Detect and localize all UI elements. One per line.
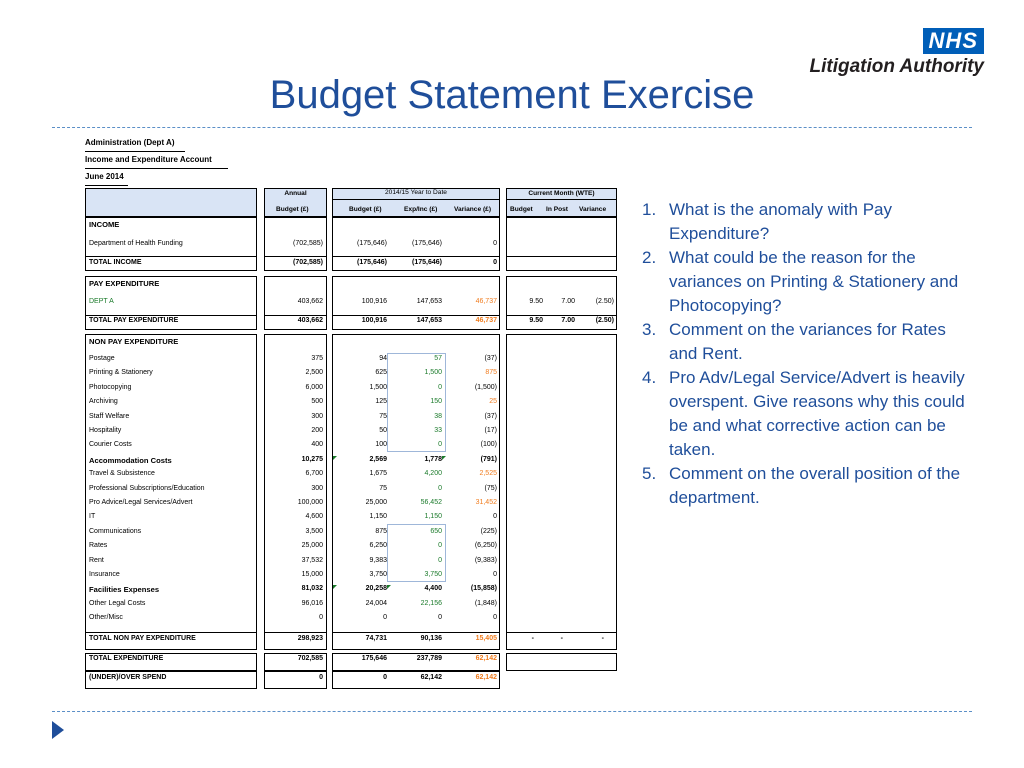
- row-rule: [264, 632, 327, 633]
- nonpay-row-budget: 625: [375, 369, 387, 377]
- nonpay-row-label: Travel & Subsistence: [89, 470, 155, 478]
- nonpay-row-annual: 15,000: [301, 571, 323, 578]
- budget-spreadsheet: [85, 138, 620, 698]
- sheet-department: Administration (Dept A): [85, 138, 175, 147]
- nonpay-row-exp: 650: [430, 527, 442, 535]
- total-pay-annual: 403,662: [297, 317, 323, 324]
- nonpay-row-variance: (37): [484, 355, 497, 362]
- comment-marker-icon: [387, 585, 391, 589]
- nhs-litigation-logo: [810, 28, 985, 78]
- nonpay-row-annual: 6,000: [305, 383, 323, 391]
- total-exp-exp: 237,789: [416, 655, 442, 662]
- nonpay-row-variance: 2,525: [479, 470, 497, 478]
- nonpay-row-exp: 1,778: [424, 455, 442, 463]
- nonpay-row-budget: 3,750: [369, 571, 387, 578]
- organisation-name: Litigation Authority: [809, 56, 984, 77]
- nonpay-row-exp: 38: [434, 412, 442, 420]
- nonpay-row-budget: 1,675: [369, 470, 387, 478]
- nonpay-row-variance: (100): [480, 441, 497, 449]
- row-rule: [85, 256, 257, 257]
- nonpay-row-variance: (1,848): [474, 599, 497, 607]
- under-over-budget: 0: [383, 674, 387, 681]
- nonpay-row-annual: 81,032: [301, 585, 323, 593]
- row-rule: [332, 315, 500, 316]
- nonpay-row-annual: 300: [311, 484, 323, 492]
- nonpay-row-variance: (15,858): [470, 585, 497, 593]
- nonpay-row-exp: 4,400: [424, 585, 442, 593]
- nonpay-row-budget: 2,569: [369, 455, 387, 463]
- header-rule: [332, 199, 500, 200]
- nonpay-row-variance: 31,452: [475, 499, 497, 506]
- nhs-logo-mark: NHS: [923, 28, 984, 54]
- nonpay-row-label: IT: [89, 513, 96, 521]
- current-month-header: Current Month (WTE): [528, 190, 595, 197]
- row-rule: [506, 315, 617, 316]
- question-text: What could be the reason for the variances on Printing & Stationery and Photocopying?: [669, 248, 959, 315]
- total-exp-annual: 702,585: [297, 655, 323, 662]
- nonpay-row-budget: 75: [379, 484, 387, 492]
- sheet-period: June 2014: [85, 172, 124, 181]
- pay-row-wte-variance: (2.50): [595, 298, 614, 305]
- nonpay-row-exp: 57: [434, 355, 442, 362]
- row-rule: [264, 315, 327, 316]
- total-nonpay-wte-budget: -: [531, 635, 534, 642]
- underline: [85, 168, 228, 169]
- nonpay-row-variance: (6,250): [474, 542, 497, 550]
- nonpay-row-exp: 0: [438, 383, 442, 391]
- nonpay-row-label: Other/Misc: [89, 614, 123, 622]
- question-item: [642, 318, 977, 366]
- nonpay-row-label: Facilities Expenses: [89, 585, 160, 595]
- nonpay-row-annual: 100,000: [297, 499, 323, 506]
- header-rule: [506, 199, 617, 200]
- nonpay-row-label: Communications: [89, 527, 142, 535]
- pay-row-budget: 100,916: [361, 298, 387, 305]
- nonpay-row-label: Accommodation Costs: [89, 455, 172, 465]
- nonpay-row-exp: 33: [434, 427, 442, 434]
- nonpay-row-budget: 94: [379, 355, 387, 362]
- question-number: 5.: [642, 464, 657, 483]
- nonpay-row-budget: 6,250: [369, 542, 387, 550]
- ytd-header: 2014/15 Year to Date: [385, 189, 447, 196]
- nonpay-row-budget: 50: [379, 427, 387, 434]
- total-nonpay-annual: 298,923: [297, 635, 323, 642]
- income-title: INCOME: [89, 220, 120, 229]
- under-over-annual-box: [264, 671, 327, 689]
- variance-header: Variance (£): [454, 206, 492, 213]
- total-nonpay-budget: 74,731: [365, 635, 387, 642]
- nonpay-row-annual: 200: [311, 427, 323, 434]
- nonpay-row-annual: 3,500: [305, 527, 323, 535]
- underline: [85, 151, 185, 152]
- row-rule: [332, 256, 500, 257]
- nonpay-row-label: Archiving: [89, 398, 118, 406]
- ytd-budget-header: Budget (£): [349, 206, 382, 213]
- nonpay-row-budget: 9,383: [369, 556, 387, 564]
- total-exp-budget: 175,646: [361, 655, 387, 662]
- nonpay-row-label: Other Legal Costs: [89, 599, 146, 607]
- total-pay-in-post: 7.00: [561, 317, 575, 324]
- nonpay-row-variance: (225): [480, 527, 497, 535]
- total-nonpay-in-post: -: [560, 635, 563, 642]
- underline: [85, 185, 128, 186]
- nonpay-row-label: Pro Advice/Legal Services/Advert: [89, 499, 193, 506]
- nonpay-row-budget: 25,000: [365, 499, 387, 506]
- income-row-annual: (702,585): [293, 240, 323, 247]
- slide-title: Budget Statement Exercise: [269, 73, 755, 117]
- total-income-variance: 0: [493, 259, 497, 266]
- total-income-exp: (175,646): [412, 259, 442, 266]
- nonpay-row-budget: 24,004: [365, 599, 387, 607]
- nonpay-row-exp: 22,156: [420, 599, 442, 607]
- nonpay-row-budget: 1,500: [369, 383, 387, 391]
- annual-header: Annual: [284, 190, 307, 197]
- nonpay-row-exp: 0: [438, 614, 442, 622]
- exp-inc-header: Exp/Inc (£): [404, 206, 438, 213]
- nonpay-row-label: Staff Welfare: [89, 412, 130, 420]
- nonpay-row-variance: 0: [493, 571, 497, 578]
- header-label-block: [85, 188, 257, 217]
- nonpay-row-label: Printing & Stationery: [89, 369, 153, 377]
- nonpay-row-label: Courier Costs: [89, 441, 132, 449]
- nonpay-row-variance: (75): [484, 484, 497, 492]
- nonpay-row-annual: 2,500: [305, 369, 323, 377]
- nonpay-row-budget: 75: [379, 412, 387, 420]
- total-pay-variance: 46,737: [475, 317, 497, 324]
- nonpay-row-budget: 20,258: [365, 585, 387, 593]
- question-item: [642, 366, 977, 462]
- total-income-annual: (702,585): [293, 259, 323, 266]
- total-exp-label: TOTAL EXPENDITURE: [89, 655, 164, 662]
- row-rule: [332, 632, 500, 633]
- nonpay-row-variance: (37): [484, 412, 497, 420]
- question-number: 1.: [642, 200, 657, 219]
- in-post-header: In Post: [546, 206, 568, 213]
- total-pay-label: TOTAL PAY EXPENDITURE: [89, 317, 179, 324]
- nonpay-row-exp: 0: [438, 441, 442, 449]
- nonpay-row-annual: 37,532: [301, 556, 323, 564]
- nonpay-row-exp: 1,150: [424, 513, 442, 521]
- pay-title: PAY EXPENDITURE: [89, 279, 160, 288]
- pay-row-in-post: 7.00: [561, 298, 575, 305]
- nonpay-row-annual: 0: [319, 614, 323, 622]
- question-text: Pro Adv/Legal Service/Advert is heavily overspent. Give reasons why this could be and what corrective action can be taken.: [669, 368, 965, 459]
- pay-row-label: DEPT A: [89, 298, 114, 305]
- pay-row-annual: 403,662: [297, 298, 323, 305]
- total-exp-variance: 62,142: [475, 655, 497, 662]
- nonpay-row-label: Professional Subscriptions/Education: [89, 484, 205, 492]
- nonpay-row-annual: 6,700: [305, 470, 323, 478]
- under-over-annual: 0: [319, 674, 323, 681]
- question-text: What is the anomaly with Pay Expenditure?: [669, 200, 892, 243]
- question-text: Comment on the overall position of the department.: [669, 464, 961, 507]
- nonpay-title: NON PAY EXPENDITURE: [89, 337, 179, 346]
- nonpay-row-label: Postage: [89, 355, 115, 362]
- nonpay-row-variance: (17): [484, 427, 497, 434]
- nonpay-row-exp: 0: [438, 556, 442, 564]
- nonpay-row-variance: 875: [485, 369, 497, 377]
- nonpay-row-variance: (9,383): [474, 556, 497, 564]
- nonpay-row-budget: 875: [375, 527, 387, 535]
- nonpay-row-annual: 10,275: [301, 455, 323, 463]
- income-row-variance: 0: [493, 240, 497, 247]
- nonpay-row-exp: 3,750: [424, 571, 442, 578]
- comment-marker-icon: [333, 585, 337, 589]
- total-pay-wte-budget: 9.50: [529, 317, 543, 324]
- top-divider: [52, 127, 972, 128]
- nonpay-row-annual: 375: [311, 355, 323, 362]
- nonpay-row-exp: 56,452: [420, 499, 442, 506]
- total-pay-budget: 100,916: [361, 317, 387, 324]
- question-text: Comment on the variances for Rates and Rent.: [669, 320, 946, 363]
- nonpay-row-annual: 500: [311, 398, 323, 406]
- total-nonpay-variance: 15,405: [475, 635, 497, 642]
- nonpay-row-label: Rent: [89, 556, 104, 564]
- pay-row-exp: 147,653: [416, 298, 442, 305]
- nonpay-row-annual: 300: [311, 412, 323, 420]
- question-item: [642, 462, 977, 510]
- pay-row-variance: 46,737: [475, 298, 497, 305]
- row-rule: [506, 632, 617, 633]
- total-nonpay-wte-variance: -: [601, 635, 604, 642]
- pay-row-wte-budget: 9.50: [529, 298, 543, 305]
- under-over-exp: 62,142: [420, 674, 442, 681]
- nonpay-row-annual: 400: [311, 441, 323, 449]
- comment-marker-icon: [333, 456, 337, 460]
- nonpay-current-box: [506, 334, 617, 650]
- total-nonpay-exp: 90,136: [420, 635, 442, 642]
- row-rule: [85, 632, 257, 633]
- total-pay-wte-variance: (2.50): [595, 317, 614, 324]
- nonpay-row-label: Hospitality: [89, 427, 122, 434]
- nonpay-row-annual: 4,600: [305, 513, 323, 521]
- income-row-budget: (175,646): [357, 240, 387, 247]
- nonpay-row-annual: 25,000: [301, 542, 323, 550]
- question-item: [642, 246, 977, 318]
- row-rule: [85, 315, 257, 316]
- nonpay-row-exp: 150: [430, 398, 442, 406]
- annual-budget-header: Budget (£): [276, 206, 309, 213]
- nonpay-row-budget: 125: [375, 398, 387, 406]
- question-number: 2.: [642, 248, 657, 267]
- row-rule: [264, 256, 327, 257]
- under-over-variance: 62,142: [475, 674, 497, 681]
- income-row-label: Department of Health Funding: [89, 240, 183, 247]
- nonpay-row-label: Rates: [89, 542, 108, 550]
- question-number: 4.: [642, 368, 657, 387]
- nonpay-row-exp: 0: [438, 542, 442, 550]
- total-income-budget: (175,646): [357, 259, 387, 266]
- nonpay-row-exp: 1,500: [424, 369, 442, 377]
- nonpay-row-budget: 1,150: [369, 513, 387, 521]
- wte-budget-header: Budget: [510, 206, 533, 213]
- question-item: [642, 198, 977, 246]
- total-nonpay-label: TOTAL NON PAY EXPENDITURE: [89, 635, 196, 642]
- nonpay-row-variance: 0: [493, 513, 497, 521]
- nonpay-row-exp: 4,200: [424, 470, 442, 478]
- nonpay-row-budget: 0: [383, 614, 387, 622]
- nonpay-row-variance: 0: [493, 614, 497, 622]
- under-over-label: (UNDER)/OVER SPEND: [89, 674, 167, 681]
- nonpay-row-label: Photocopying: [89, 383, 132, 391]
- total-income-label: TOTAL INCOME: [89, 259, 142, 266]
- comment-marker-icon: [442, 456, 446, 460]
- nonpay-row-exp: 0: [438, 484, 442, 492]
- row-rule: [506, 256, 617, 257]
- nonpay-row-annual: 96,016: [301, 599, 323, 607]
- question-number: 3.: [642, 320, 657, 339]
- nonpay-row-variance: (791): [480, 455, 497, 463]
- nonpay-row-variance: 25: [489, 398, 497, 406]
- income-current-box: [506, 217, 617, 271]
- nonpay-row-variance: (1,500): [474, 383, 497, 391]
- bottom-divider: [52, 711, 972, 712]
- sheet-account: Income and Expenditure Account: [85, 155, 212, 164]
- nonpay-row-budget: 100: [375, 441, 387, 449]
- wte-variance-header: Variance: [579, 206, 607, 213]
- next-slide-arrow-icon[interactable]: [52, 721, 64, 739]
- income-row-exp: (175,646): [412, 240, 442, 247]
- nonpay-row-label: Insurance: [89, 571, 120, 578]
- total-exp-current-box: [506, 653, 617, 671]
- total-pay-exp: 147,653: [416, 317, 442, 324]
- discussion-questions: [642, 198, 977, 510]
